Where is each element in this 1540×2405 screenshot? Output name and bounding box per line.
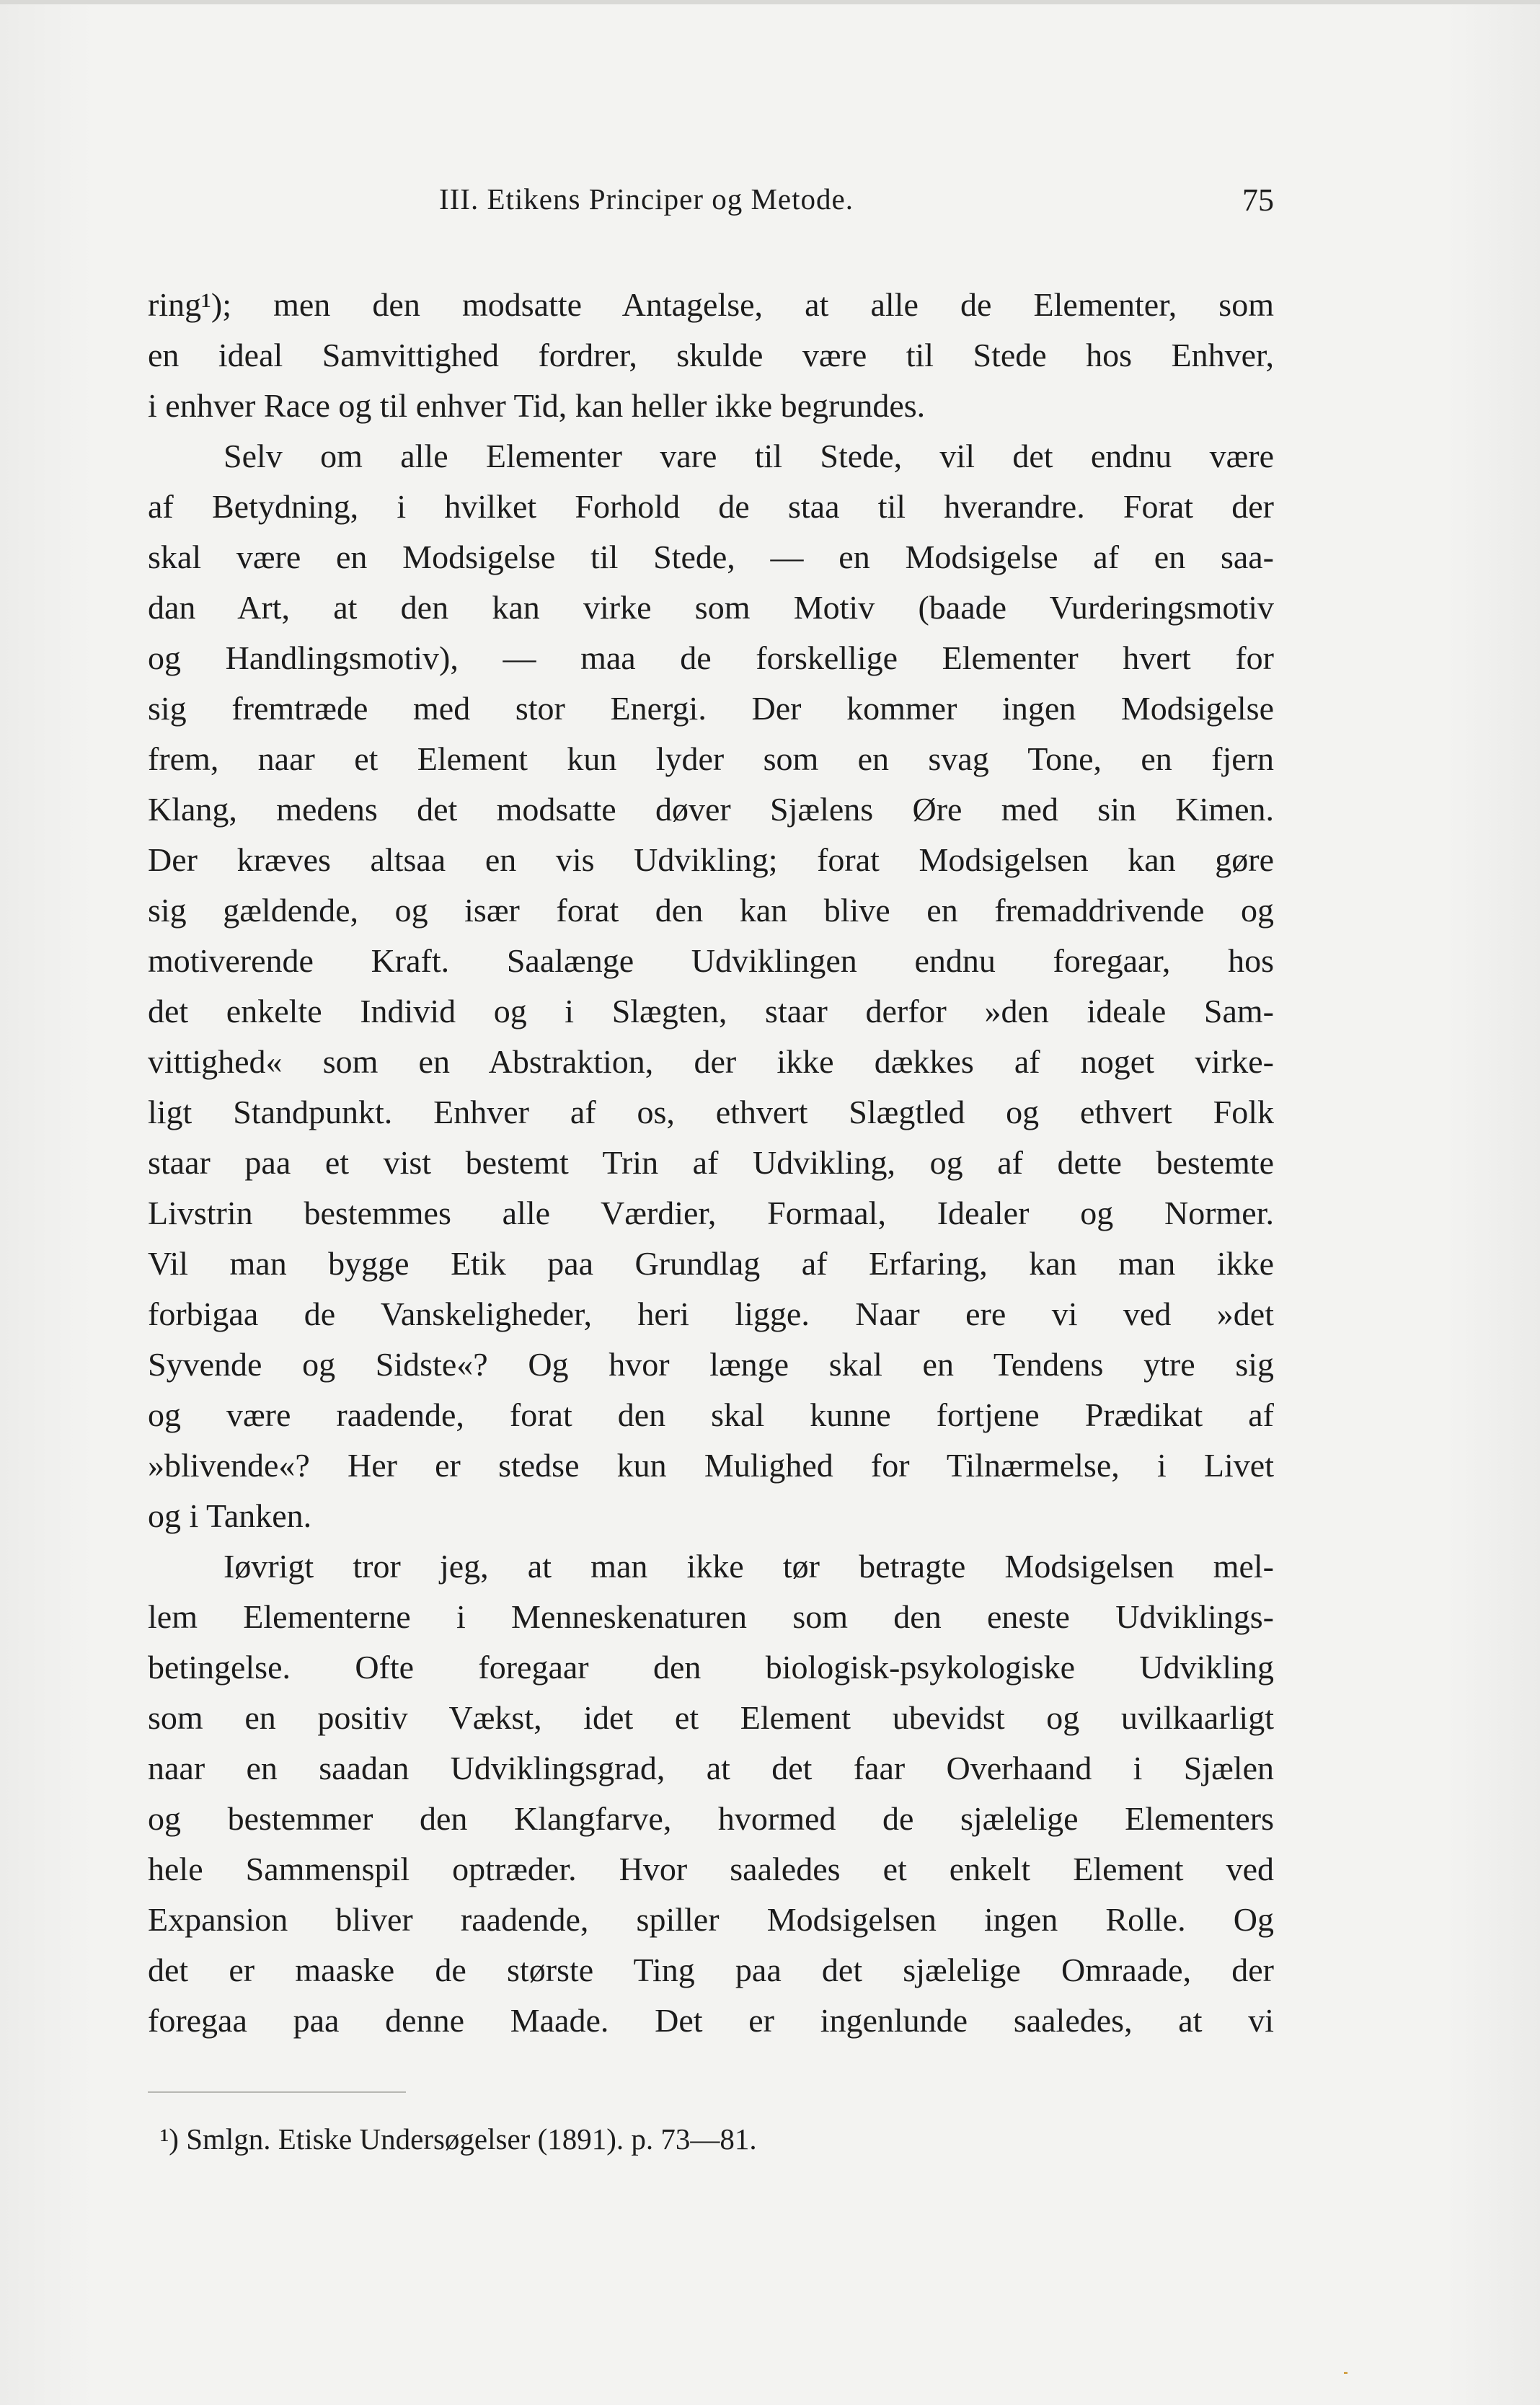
text-line: af Betydning, i hvilket Forhold de staa til hverandre. Forat der xyxy=(148,488,1274,525)
text-line: og Handlingsmotiv), — maa de forskellige Elementer hvert for xyxy=(148,639,1274,676)
text-line: det enkelte Individ og i Slægten, staar derfor »den ideale Sam- xyxy=(148,993,1274,1029)
text-line: ring¹); men den modsatte Antagelse, at alle de Elementer, som xyxy=(148,286,1274,323)
running-head xyxy=(148,182,1274,225)
footnote: ¹) Smlgn. Etiske Undersøgelser (1891). p. 73—81. xyxy=(160,2122,757,2156)
text-line: en ideal Samvittighed fordrer, skulde være til Stede hos Enhver, xyxy=(148,337,1274,373)
running-head-title: III. Etikens Principer og Metode. xyxy=(439,182,854,216)
text-line: i enhver Race og til enhver Tid, kan heller ikke begrundes. xyxy=(148,387,926,424)
text-line: motiverende Kraft. Saalænge Udviklingen endnu foregaar, hos xyxy=(148,942,1274,979)
text-line: det er maaske de største Ting paa det sjælelige Omraade, der xyxy=(148,1952,1274,1988)
text-line: sig fremtræde med stor Energi. Der kommer ingen Modsigelse xyxy=(148,690,1274,727)
text-line: og i Tanken. xyxy=(148,1497,312,1534)
text-line: Iøvrigt tror jeg, at man ikke tør betragte Modsigelsen mel- xyxy=(224,1548,1274,1585)
text-line: Livstrin bestemmes alle Værdier, Formaal, Idealer og Normer. xyxy=(148,1195,1274,1231)
text-line: frem, naar et Element kun lyder som en svag Tone, en fjern xyxy=(148,740,1274,777)
text-line: forbigaa de Vanskeligheder, heri ligge. Naar ere vi ved »det xyxy=(148,1295,1274,1332)
text-line: lem Elementerne i Menneskenaturen som den eneste Udviklings- xyxy=(148,1598,1274,1635)
page-number: 75 xyxy=(1242,182,1274,218)
text-line: »blivende«? Her er stedse kun Mulighed for Tilnærmelse, i Livet xyxy=(148,1447,1274,1484)
text-line: foregaa paa denne Maade. Det er ingenlunde saaledes, at vi xyxy=(148,2002,1274,2039)
text-line: og bestemmer den Klangfarve, hvormed de sjælelige Elementers xyxy=(148,1800,1274,1837)
paper-speck xyxy=(1344,2372,1348,2374)
text-line: og være raadende, forat den skal kunne fortjene Prædikat af xyxy=(148,1396,1274,1433)
text-line: naar en saadan Udviklingsgrad, at det faar Overhaand i Sjælen xyxy=(148,1750,1274,1786)
text-line: Vil man bygge Etik paa Grundlag af Erfaring, kan man ikke xyxy=(148,1245,1274,1282)
text-line: Expansion bliver raadende, spiller Modsigelsen ingen Rolle. Og xyxy=(148,1901,1274,1938)
text-line: sig gældende, og især forat den kan blive en fremaddrivende og xyxy=(148,892,1274,929)
text-line: skal være en Modsigelse til Stede, — en Modsigelse af en saa- xyxy=(148,539,1274,575)
page-top-edge xyxy=(0,0,1540,4)
text-line: Selv om alle Elementer vare til Stede, vil det endnu være xyxy=(224,438,1274,474)
text-line: betingelse. Ofte foregaar den biologisk-psykologiske Udvikling xyxy=(148,1649,1274,1686)
text-line: staar paa et vist bestemt Trin af Udvikling, og af dette bestemte xyxy=(148,1144,1274,1181)
text-line: Syvende og Sidste«? Og hvor længe skal en Tendens ytre sig xyxy=(148,1346,1274,1383)
body-text xyxy=(148,280,1274,2046)
text-line: Der kræves altsaa en vis Udvikling; forat Modsigelsen kan gøre xyxy=(148,841,1274,878)
text-line: hele Sammenspil optræder. Hvor saaledes et enkelt Element ved xyxy=(148,1851,1274,1887)
text-line: dan Art, at den kan virke som Motiv (baade Vurderingsmotiv xyxy=(148,589,1274,626)
text-line: Klang, medens det modsatte døver Sjælens Øre med sin Kimen. xyxy=(148,791,1274,828)
text-line: vittighed« som en Abstraktion, der ikke dækkes af noget virke- xyxy=(148,1043,1274,1080)
footnote-divider xyxy=(148,2091,406,2093)
text-line: ligt Standpunkt. Enhver af os, ethvert Slægtled og ethvert Folk xyxy=(148,1094,1274,1130)
text-line: som en positiv Vækst, idet et Element ubevidst og uvilkaarligt xyxy=(148,1699,1274,1736)
